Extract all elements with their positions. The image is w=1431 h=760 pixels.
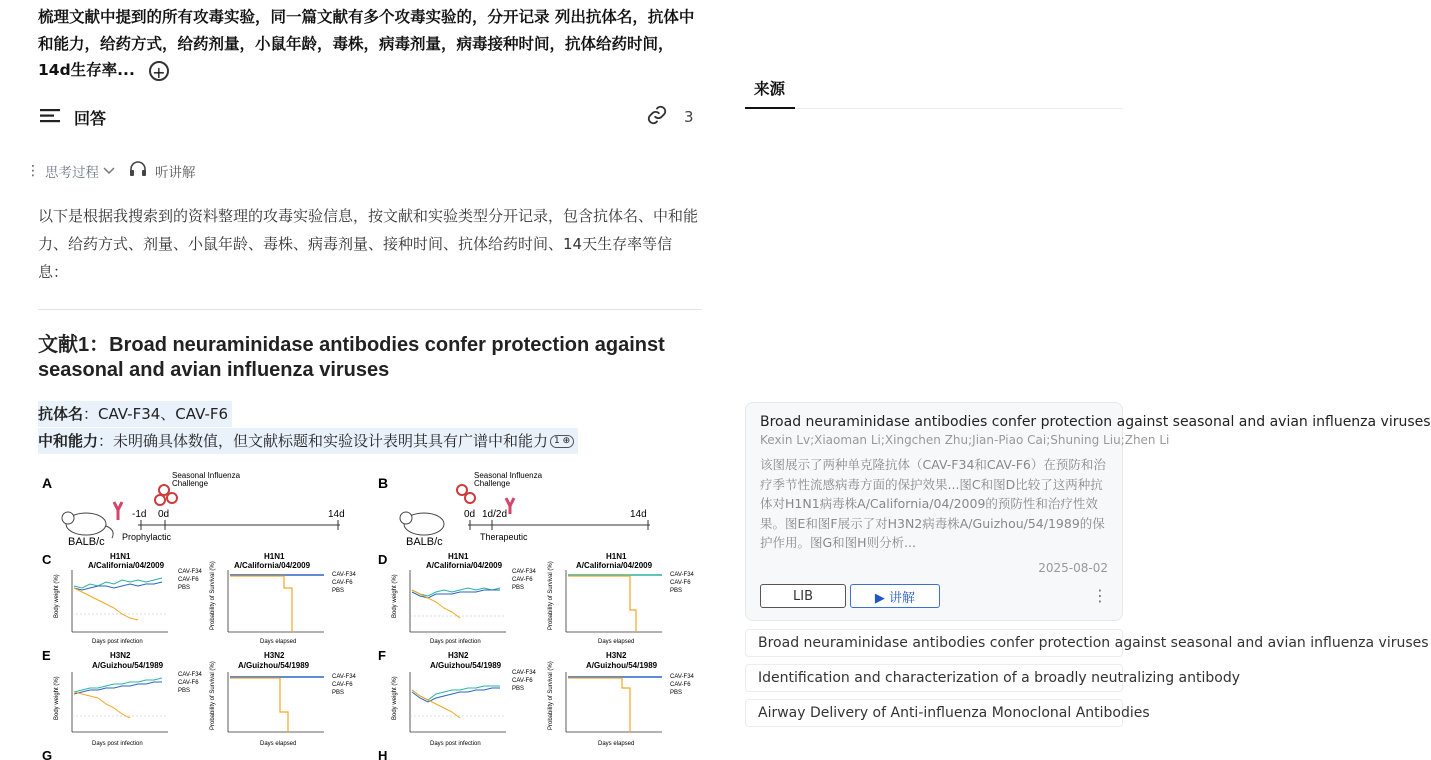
- answer-intro: 以下是根据我搜索到的资料整理的攻毒实验信息，按文献和实验类型分开记录，包含抗体名、中和能力、给药方式、剂量、小鼠年龄、毒株、病毒剂量、接种时间、抗体给药时间、14天生存率等信息：: [38, 207, 699, 281]
- answer-label: 回答: [74, 109, 107, 128]
- b-0: 0d: [464, 509, 476, 520]
- neutralization-field: [38, 428, 578, 454]
- source-ref-item[interactable]: Broad neuraminidase antibodies confer protection against seasonal and avian influenza viruses: [745, 629, 1123, 657]
- c2-ylabel: Probability of Survival (%): [210, 561, 216, 630]
- e-subtype: H3N2: [110, 651, 131, 660]
- e2-subtype: H3N2: [264, 651, 285, 660]
- challenge-label-a: Seasonal Influenza: [172, 471, 241, 480]
- survival-plot-f: [548, 661, 695, 747]
- neut-label: 中和能力: [38, 432, 99, 450]
- c2-subtype: H1N1: [264, 552, 285, 561]
- user-question: [38, 4, 706, 84]
- antibody-icon: [506, 498, 514, 514]
- mouse-icon: [62, 512, 113, 538]
- b-regimen: Therapeutic: [480, 532, 528, 542]
- antibody-icon: [114, 502, 122, 520]
- f-xlabel: Days post infection: [430, 741, 481, 747]
- c-subtype: H1N1: [110, 552, 131, 561]
- figure-image[interactable]: [38, 468, 704, 760]
- survival-plot-c: [210, 561, 357, 645]
- panel-h-label: H: [378, 748, 388, 760]
- mouse-icon: [400, 512, 444, 535]
- f2-leg2: CAV-F6: [670, 682, 691, 688]
- e2-leg2: CAV-F6: [332, 682, 353, 688]
- c2-strain: A/California/04/2009: [234, 561, 311, 570]
- f2-xlabel: Days elapsed: [598, 741, 635, 747]
- panel-f-label: F: [378, 648, 386, 663]
- survival-plot-e: [210, 661, 357, 747]
- a-14: 14d: [328, 509, 345, 520]
- panel-a-label: A: [42, 475, 53, 491]
- menu-lines-icon: [40, 108, 60, 128]
- f2-ylabel: Probability of Survival (%): [548, 661, 554, 730]
- sources-link-button[interactable]: [646, 104, 694, 130]
- d-xlabel: Days post infection: [430, 639, 481, 645]
- source-card-date: 2025-08-02: [1038, 561, 1108, 575]
- tab-sources[interactable]: 来源: [754, 80, 786, 98]
- e2-strain: A/Guizhou/54/1989: [238, 661, 310, 670]
- d-ylabel: Body weight (%): [392, 574, 398, 618]
- panel-d-label: D: [378, 552, 388, 567]
- a-neg1: -1d: [132, 509, 147, 520]
- challenge2-label-a: Challenge: [172, 479, 209, 488]
- c-ylabel: Body weight (%): [54, 574, 60, 618]
- more-options-icon[interactable]: ⋮: [1092, 586, 1108, 605]
- d2-strain: A/California/04/2009: [576, 561, 653, 570]
- panel-c-label: C: [42, 552, 52, 567]
- f-ylabel: Body weight (%): [392, 676, 398, 720]
- d2-subtype: H1N1: [606, 552, 627, 561]
- lecture-button[interactable]: ▶ 讲解: [850, 584, 940, 608]
- e-xlabel: Days post infection: [92, 741, 143, 747]
- panel-b-label: B: [378, 475, 389, 491]
- f-leg2: CAV-F6: [512, 678, 533, 684]
- weight-plot-e: [54, 672, 203, 747]
- a-0: 0d: [158, 509, 170, 520]
- e2-ylabel: Probability of Survival (%): [210, 661, 216, 730]
- weight-plot-c: [54, 569, 203, 645]
- link-icon: [646, 104, 668, 130]
- c-strain: A/California/04/2009: [88, 561, 165, 570]
- antibody-value: ：CAV-F34、CAV-F6: [83, 405, 229, 423]
- f2-leg3: PBS: [670, 690, 683, 696]
- a-regimen: Prophylactic: [122, 532, 172, 542]
- answer-header: [40, 106, 106, 129]
- c2-leg2: CAV-F6: [332, 580, 353, 586]
- lib-button[interactable]: LIB: [760, 584, 846, 608]
- panel-e-label: E: [42, 648, 51, 663]
- c2-leg1: CAV-F34: [332, 572, 356, 578]
- c-leg3: PBS: [178, 585, 191, 591]
- divider: [38, 309, 702, 310]
- question-text: 梳理文献中提到的所有攻毒实验，同一篇文献有多个攻毒实验的，分开记录 列出抗体名，抗体中和能力，给药方式，给药剂量，小鼠年龄，毒株，病毒剂量，病毒接种时间，抗体给药时间，14d生存率...: [38, 8, 695, 79]
- source-ref-item[interactable]: Airway Delivery of Anti-influenza Monoclonal Antibodies: [745, 699, 1123, 727]
- headphones-icon: [129, 161, 147, 181]
- e2-xlabel: Days elapsed: [260, 741, 297, 747]
- d2-leg2: CAV-F6: [670, 580, 691, 586]
- balbc-label-a: BALB/c: [68, 536, 105, 548]
- e2-leg3: PBS: [332, 690, 345, 696]
- expand-question-icon[interactable]: +: [149, 61, 169, 81]
- survival-plot-d: [548, 561, 695, 645]
- doc-title: 文献1：Broad neuraminidase antibodies confer protection against seasonal and avian influenza viruses: [38, 334, 665, 381]
- e-leg2: CAV-F6: [178, 680, 199, 686]
- e-leg3: PBS: [178, 688, 191, 694]
- weight-plot-d: [392, 569, 537, 645]
- e-leg1: CAV-F34: [178, 672, 202, 678]
- c-xlabel: Days post infection: [92, 639, 143, 645]
- listen-label: 听讲解: [155, 165, 196, 181]
- d2-leg3: PBS: [670, 588, 683, 594]
- drag-handle-icon[interactable]: ⋮: [26, 163, 39, 179]
- d-strain: A/California/04/2009: [426, 561, 503, 570]
- challenge-label-b: Seasonal Influenza: [474, 471, 543, 480]
- d2-xlabel: Days elapsed: [598, 639, 635, 645]
- e-ylabel: Body weight (%): [54, 676, 60, 720]
- tab-active-indicator: [745, 107, 795, 109]
- f-strain: A/Guizhou/54/1989: [430, 661, 502, 670]
- c2-xlabel: Days elapsed: [260, 639, 297, 645]
- f2-leg1: CAV-F34: [670, 674, 694, 680]
- source-card-summary: 该图展示了两种单克隆抗体（CAV-F34和CAV-F6）在预防和治疗季节性流感病毒方面的保护效果...图C和图D比较了这两种抗体对H1N1病毒株A/California/04/2009的预防性和治疗性效果。图E和图F展示了对H3N2病毒株A/Guizhou/54/1989的保护作用。图G和图H则分析...: [760, 457, 1106, 550]
- antibody-label: 抗体名: [38, 405, 84, 423]
- c-leg2: CAV-F6: [178, 577, 199, 583]
- panel-g-label: G: [42, 748, 53, 760]
- d2-leg1: CAV-F34: [670, 572, 694, 578]
- source-ref-item[interactable]: Identification and characterization of a broadly neutralizing antibody: [745, 664, 1123, 692]
- balbc-label-b: BALB/c: [406, 536, 443, 548]
- virus-icon: [155, 485, 177, 505]
- source-card-authors: Kexin Lv;Xiaoman Li;Xingchen Zhu;Jian-Piao Cai;Shuning Liu;Zhen Li: [760, 433, 1170, 447]
- neut-value: ：未明确具体数值，但文献标题和实验设计表明其具有广谱中和能力: [98, 432, 549, 450]
- d-leg3: PBS: [512, 585, 525, 591]
- d-leg2: CAV-F6: [512, 577, 533, 583]
- source-card[interactable]: [745, 402, 1431, 621]
- source-card-title[interactable]: Broad neuraminidase antibodies confer protection against seasonal and avian influenza viruses: [760, 414, 1431, 430]
- f-subtype: H3N2: [448, 651, 469, 660]
- tab-divider: [745, 108, 1123, 109]
- listen-button[interactable]: [129, 161, 196, 181]
- citation-badge[interactable]: 1 ⊕: [550, 435, 574, 448]
- f2-subtype: H3N2: [606, 651, 627, 660]
- challenge2-label-b: Challenge: [474, 479, 511, 488]
- d-leg1: CAV-F34: [512, 569, 536, 575]
- antibody-field: [38, 401, 232, 427]
- b-12: 1d/2d: [482, 509, 508, 520]
- c-leg1: CAV-F34: [178, 569, 202, 575]
- thinking-row: [26, 161, 196, 181]
- f-leg1: CAV-F34: [512, 670, 536, 676]
- virus-icon: [457, 485, 475, 503]
- link-count: 3: [684, 108, 694, 126]
- b-14: 14d: [630, 509, 647, 520]
- chevron-down-icon[interactable]: [103, 163, 115, 179]
- thinking-toggle[interactable]: 思考过程: [45, 165, 99, 181]
- f-leg3: PBS: [512, 686, 525, 692]
- d-subtype: H1N1: [448, 552, 469, 561]
- c2-leg3: PBS: [332, 588, 345, 594]
- weight-plot-f: [392, 670, 537, 747]
- d2-ylabel: Probability of Survival (%): [548, 561, 554, 630]
- e2-leg1: CAV-F34: [332, 674, 356, 680]
- f2-strain: A/Guizhou/54/1989: [586, 661, 658, 670]
- e-strain: A/Guizhou/54/1989: [92, 661, 164, 670]
